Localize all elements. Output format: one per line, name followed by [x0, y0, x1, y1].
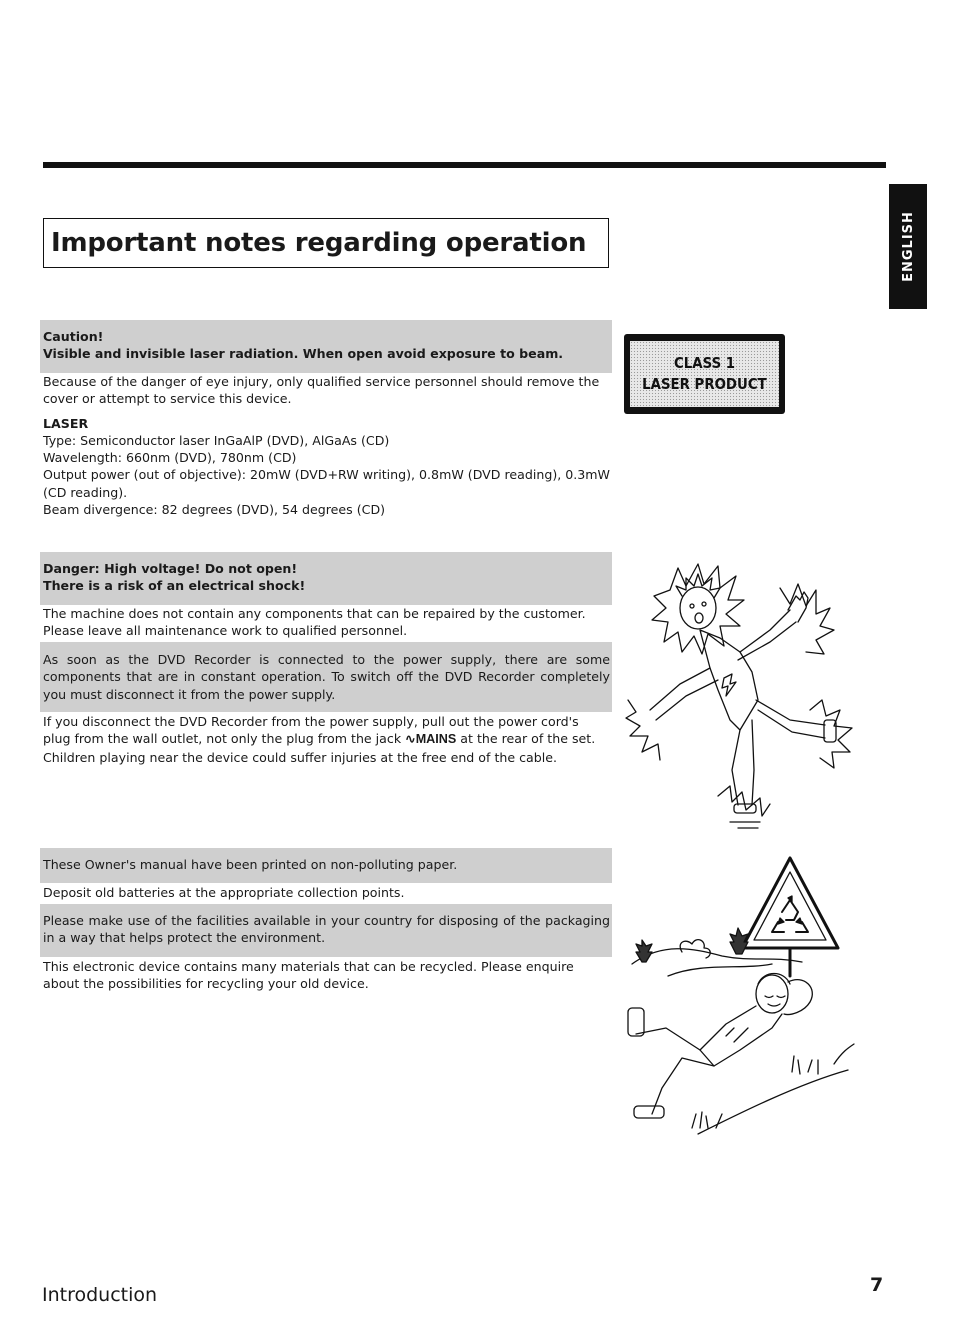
voltage-para3-box	[40, 713, 612, 766]
language-tab-label: ENGLISH	[900, 211, 916, 282]
laser-label-line2: LASER PRODUCT	[642, 375, 767, 393]
laser-caution-box	[40, 320, 612, 373]
laser-spec-divergence: Beam divergence: 82 degrees (DVD), 54 degrees (CD)	[43, 502, 386, 518]
env-para4: This electronic device contains many materials that can be recycled. Please enquire about the possibilities for recycling your old device.	[43, 959, 574, 992]
electric-shock-illustration	[620, 560, 860, 835]
env-para4-box	[40, 958, 612, 993]
mains-symbol-icon: ∿	[405, 732, 416, 747]
voltage-warning-line1: Danger: High voltage! Do not open!	[43, 561, 298, 576]
footer-section-name: Introduction	[42, 1284, 158, 1306]
laser-spec-output: Output power (out of objective): 20mW (DVD+RW writing), 0.8mW (DVD reading), 0.3mW (CD reading).	[43, 467, 610, 500]
caution-heading: Caution!	[43, 329, 104, 344]
mains-label: MAINS	[415, 732, 457, 747]
language-tab	[889, 184, 927, 309]
voltage-para1-box	[40, 605, 612, 642]
caution-text: Visible and invisible laser radiation. When open avoid exposure to beam.	[43, 346, 564, 362]
laser-info	[40, 373, 612, 518]
voltage-para3-start: If you disconnect the DVD Recorder from the power supply, pull out the power cord's plug from the wall outlet, not only the plug from the jack	[43, 714, 579, 747]
laser-spec-type: Type: Semiconductor laser InGaAlP (DVD), AlGaAs (CD)	[43, 432, 390, 448]
env-para1-box	[40, 848, 612, 883]
recycling-illustration	[622, 852, 860, 1138]
voltage-para2-box	[40, 642, 612, 712]
env-para1: These Owner's manual have been printed on non-polluting paper.	[43, 857, 458, 872]
title-box	[43, 218, 609, 268]
laser-heading: LASER	[43, 415, 89, 431]
env-para3: Please make use of the facilities available in your country for disposing of the packaging in a way that helps protect the environment.	[43, 913, 610, 946]
laser-label-line1: CLASS 1	[673, 354, 736, 372]
voltage-warning-box	[40, 552, 612, 605]
page-title: Important notes regarding operation	[51, 228, 587, 258]
top-rule	[43, 162, 886, 168]
voltage-para3-end: at the rear of the set. Children playing near the device could suffer injuries at the free end of the cable.	[43, 731, 596, 765]
laser-danger-text: Because of the danger of eye injury, only qualified service personnel should remove the cover or attempt to service this device.	[43, 374, 600, 407]
voltage-para3	[40, 713, 612, 766]
voltage-warning-line2: There is a risk of an electrical shock!	[43, 578, 306, 594]
class1-laser-label	[624, 334, 785, 414]
env-para3-box	[40, 904, 612, 957]
env-para2: Deposit old batteries at the appropriate collection points.	[43, 885, 405, 900]
voltage-para2: As soon as the DVD Recorder is connected to the power supply, there are some components that are in constant operation. To switch off the DVD Recorder completely you must disconnect it from the power supply.	[43, 652, 610, 702]
page-number: 7	[870, 1274, 884, 1296]
laser-spec-wavelength: Wavelength: 660nm (DVD), 780nm (CD)	[43, 450, 297, 466]
voltage-para1: The machine does not contain any components that can be repaired by the customer. Please leave all maintenance work to qualified personnel.	[43, 606, 586, 639]
